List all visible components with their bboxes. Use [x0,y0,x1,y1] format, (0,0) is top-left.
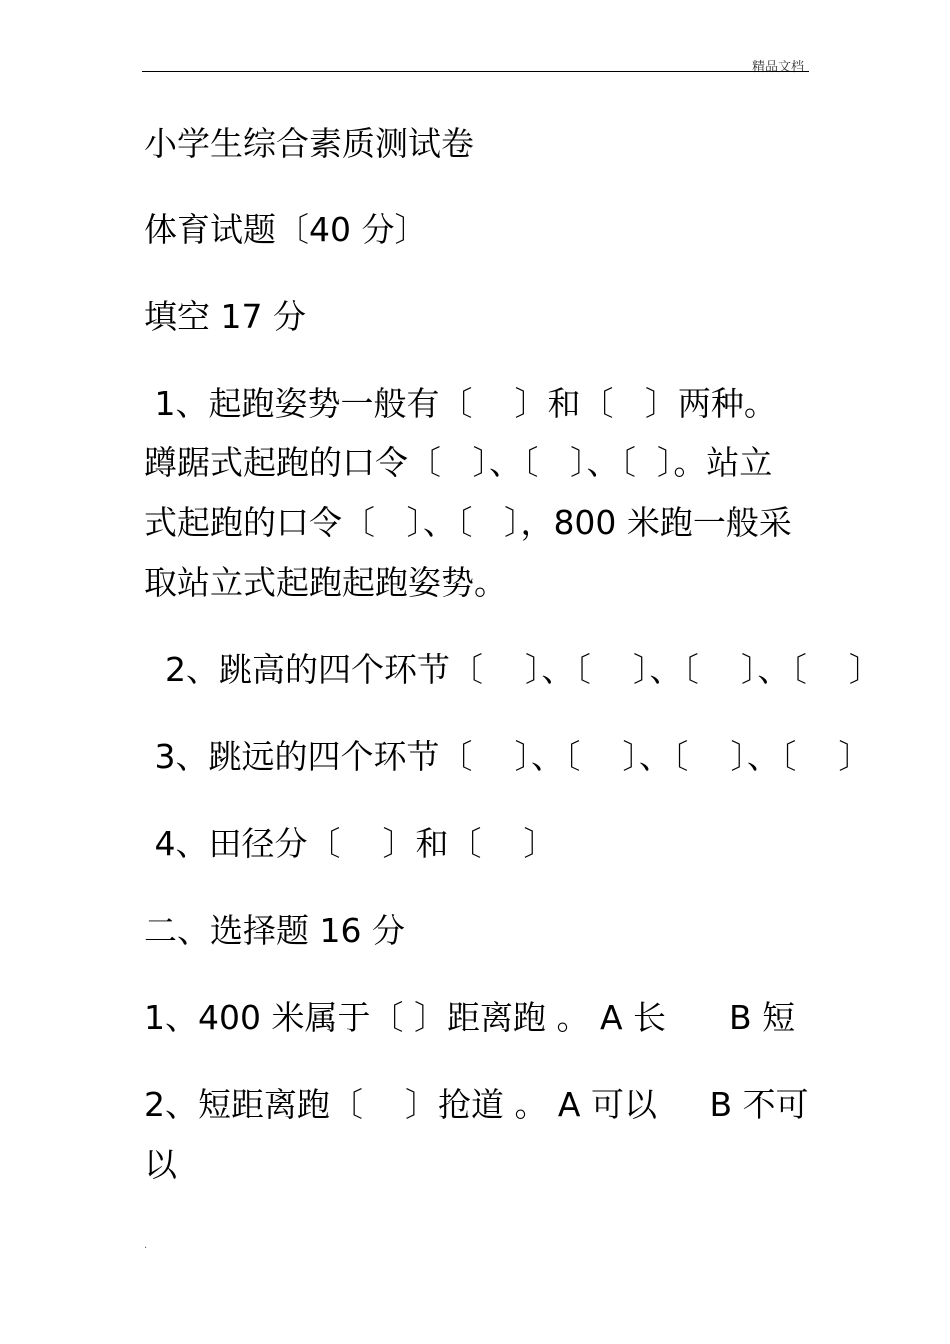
question-1-line-4: 取站立式起跑起跑姿势。 [144,563,507,602]
question-4: 4、田径分〔 〕和〔 〕 [144,824,557,863]
section-heading-pe: 体育试题〔40 分〕 [144,210,428,249]
header-divider [142,71,809,72]
footer-mark: . [144,1240,148,1251]
choice-question-1: 1、400 米属于〔 〕距离跑 。 A 长 B 短 [144,998,796,1037]
choice-question-2-line-2: 以 [144,1145,177,1184]
section-heading-choice: 二、选择题 16 分 [144,911,405,950]
question-2: 2、跳高的四个环节〔 〕、〔 〕、〔 〕、〔 〕 [144,650,882,689]
page-header-label: 精品文档 [752,60,805,75]
question-3: 3、跳远的四个环节〔 〕、〔 〕、〔 〕、〔 〕 [144,737,872,776]
question-1-line-2: 蹲踞式起跑的口令〔 〕、〔 〕、〔 〕。站立 [144,443,773,482]
question-1-line-1: 1、起跑姿势一般有〔 〕和〔 〕两种。 [144,384,777,423]
document-title: 小学生综合素质测试卷 [144,124,474,163]
choice-question-2-line-1: 2、短距离跑〔 〕抢道 。 A 可以 B 不可 [144,1085,809,1124]
section-heading-fill-in: 填空 17 分 [144,297,306,336]
question-1-line-3: 式起跑的口令〔 〕、〔 〕，800 米跑一般采 [144,503,792,542]
